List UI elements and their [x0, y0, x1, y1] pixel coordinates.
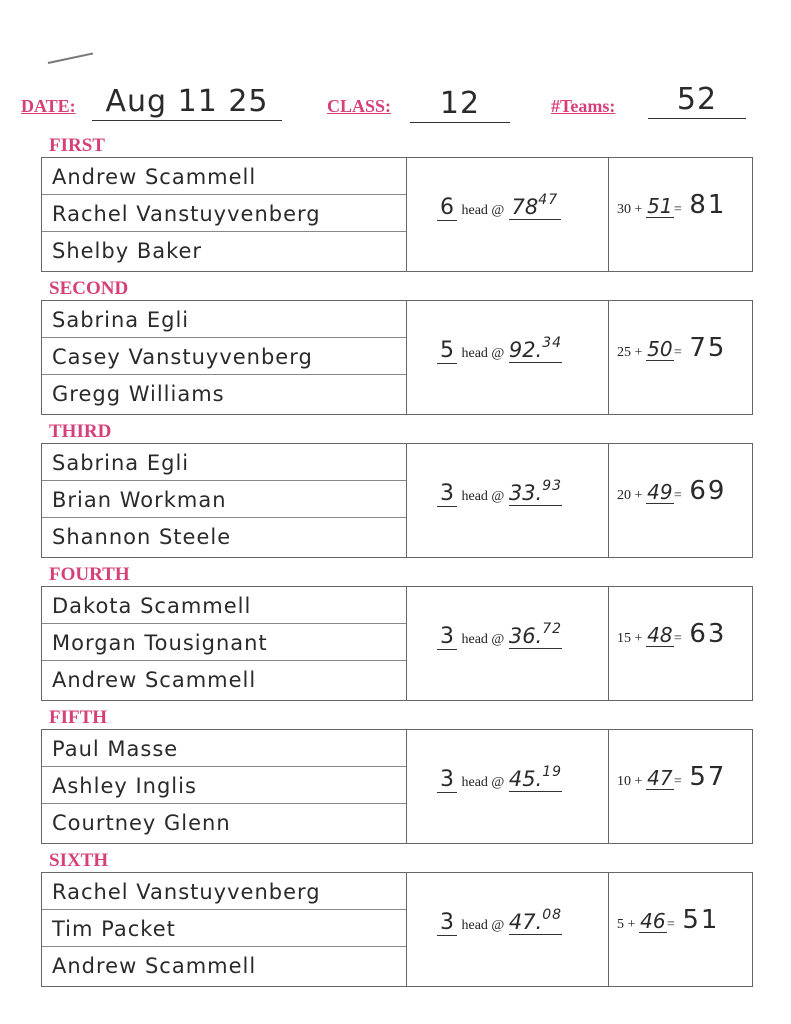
run-time-fraction: 19 — [542, 764, 563, 780]
run-time-fraction: 72 — [542, 621, 563, 637]
run-time-main: 36. — [508, 624, 543, 648]
run-time — [509, 474, 562, 506]
added-points: 46 — [640, 909, 666, 933]
head-count: 6 — [437, 196, 457, 221]
placing-title: THIRD — [49, 421, 112, 442]
run-time-fraction: 34 — [542, 335, 563, 351]
stray-pen-mark — [48, 52, 93, 64]
head-time-cell — [407, 301, 608, 414]
total-points: 57 — [689, 762, 727, 792]
class-label: CLASS: — [327, 96, 392, 116]
team-member-name: Andrew Scammell — [52, 954, 257, 978]
placing-title: FOURTH — [49, 564, 130, 585]
head-at-label: head @ — [461, 632, 505, 647]
date-value: Aug 11 25 — [92, 84, 282, 121]
head-count: 5 — [437, 339, 457, 364]
team-member-name: Rachel Vanstuyvenberg — [42, 195, 406, 232]
team-member-name: Gregg Williams — [52, 382, 225, 406]
team-member-name: Andrew Scammell — [52, 668, 257, 692]
added-points: 50 — [647, 337, 673, 361]
placing-title: FIFTH — [49, 707, 108, 728]
team-member-name: Tim Packet — [42, 910, 406, 947]
equals-sign: = — [673, 774, 682, 789]
base-points: 5 — [617, 917, 624, 932]
points-cell — [609, 587, 754, 700]
head-time-cell — [407, 587, 608, 700]
added-points: 51 — [647, 194, 673, 218]
sheet-header — [0, 82, 791, 122]
head-time-cell — [407, 730, 608, 843]
team-member-name: Sabrina Egli — [42, 444, 406, 481]
team-names — [42, 158, 406, 271]
equals-sign: = — [673, 345, 682, 360]
added-points: 48 — [647, 623, 673, 647]
base-points: 10 — [617, 774, 631, 789]
placing-box — [41, 443, 753, 558]
teams-value: 52 — [648, 82, 746, 119]
base-points: 20 — [617, 488, 631, 503]
head-count: 3 — [437, 625, 457, 650]
placing-box — [41, 872, 753, 987]
placing-title: FIRST — [49, 135, 105, 156]
team-member-name: Sabrina Egli — [42, 301, 406, 338]
equals-sign: = — [673, 488, 682, 503]
team-member-name: Brian Workman — [42, 481, 406, 518]
points-cell — [609, 873, 754, 986]
plus-sign: + — [627, 917, 636, 932]
run-time — [509, 903, 562, 935]
run-time-fraction: 93 — [542, 478, 563, 494]
team-member-name: Casey Vanstuyvenberg — [42, 338, 406, 375]
points-cell — [609, 158, 754, 271]
total-points: 75 — [689, 333, 727, 363]
run-time-main: 92. — [508, 338, 543, 362]
teams-label: #Teams: — [551, 96, 616, 116]
team-member-name: Shannon Steele — [52, 525, 232, 549]
team-names — [42, 301, 406, 414]
run-time — [509, 188, 561, 220]
base-points: 25 — [617, 345, 631, 360]
run-time — [509, 331, 562, 363]
placing-title: SECOND — [49, 278, 129, 299]
head-time-cell — [407, 158, 608, 271]
team-member-name: Dakota Scammell — [42, 587, 406, 624]
placing-box — [41, 729, 753, 844]
head-count: 3 — [437, 482, 457, 507]
head-count: 3 — [437, 911, 457, 936]
run-time-fraction: 08 — [542, 907, 563, 923]
date-label: DATE: — [21, 96, 76, 116]
head-time-cell — [407, 444, 608, 557]
team-member-name: Courtney Glenn — [52, 811, 231, 835]
total-points: 69 — [689, 476, 727, 506]
base-points: 15 — [617, 631, 631, 646]
total-points: 63 — [689, 619, 727, 649]
equals-sign: = — [673, 631, 682, 646]
team-names — [42, 873, 406, 986]
plus-sign: + — [634, 202, 643, 217]
team-names — [42, 587, 406, 700]
plus-sign: + — [634, 345, 643, 360]
equals-sign: = — [673, 202, 682, 217]
run-time-main: 33. — [508, 481, 543, 505]
team-member-name: Rachel Vanstuyvenberg — [42, 873, 406, 910]
run-time-fraction: 47 — [538, 192, 559, 208]
run-time-main: 45. — [508, 767, 543, 791]
run-time — [509, 617, 562, 649]
plus-sign: + — [634, 488, 643, 503]
head-time-cell — [407, 873, 608, 986]
team-names — [42, 730, 406, 843]
team-member-name: Shelby Baker — [52, 239, 203, 263]
total-points: 81 — [689, 190, 727, 220]
points-cell — [609, 444, 754, 557]
head-count: 3 — [437, 768, 457, 793]
equals-sign: = — [666, 917, 675, 932]
head-at-label: head @ — [461, 489, 505, 504]
added-points: 47 — [647, 766, 673, 790]
head-at-label: head @ — [461, 203, 505, 218]
base-points: 30 — [617, 202, 631, 217]
plus-sign: + — [634, 774, 643, 789]
head-at-label: head @ — [461, 346, 505, 361]
run-time-main: 47. — [508, 910, 543, 934]
team-member-name: Ashley Inglis — [42, 767, 406, 804]
points-cell — [609, 730, 754, 843]
team-member-name: Paul Masse — [42, 730, 406, 767]
added-points: 49 — [647, 480, 673, 504]
placing-box — [41, 157, 753, 272]
class-value: 12 — [410, 86, 510, 123]
run-time — [509, 760, 562, 792]
team-member-name: Andrew Scammell — [42, 158, 406, 195]
plus-sign: + — [634, 631, 643, 646]
team-names — [42, 444, 406, 557]
points-cell — [609, 301, 754, 414]
placing-title: SIXTH — [49, 850, 109, 871]
team-member-name: Morgan Tousignant — [42, 624, 406, 661]
head-at-label: head @ — [461, 775, 505, 790]
total-points: 51 — [682, 905, 720, 935]
run-time-main: 78 — [511, 195, 539, 219]
head-at-label: head @ — [461, 918, 505, 933]
placing-box — [41, 300, 753, 415]
placing-box — [41, 586, 753, 701]
